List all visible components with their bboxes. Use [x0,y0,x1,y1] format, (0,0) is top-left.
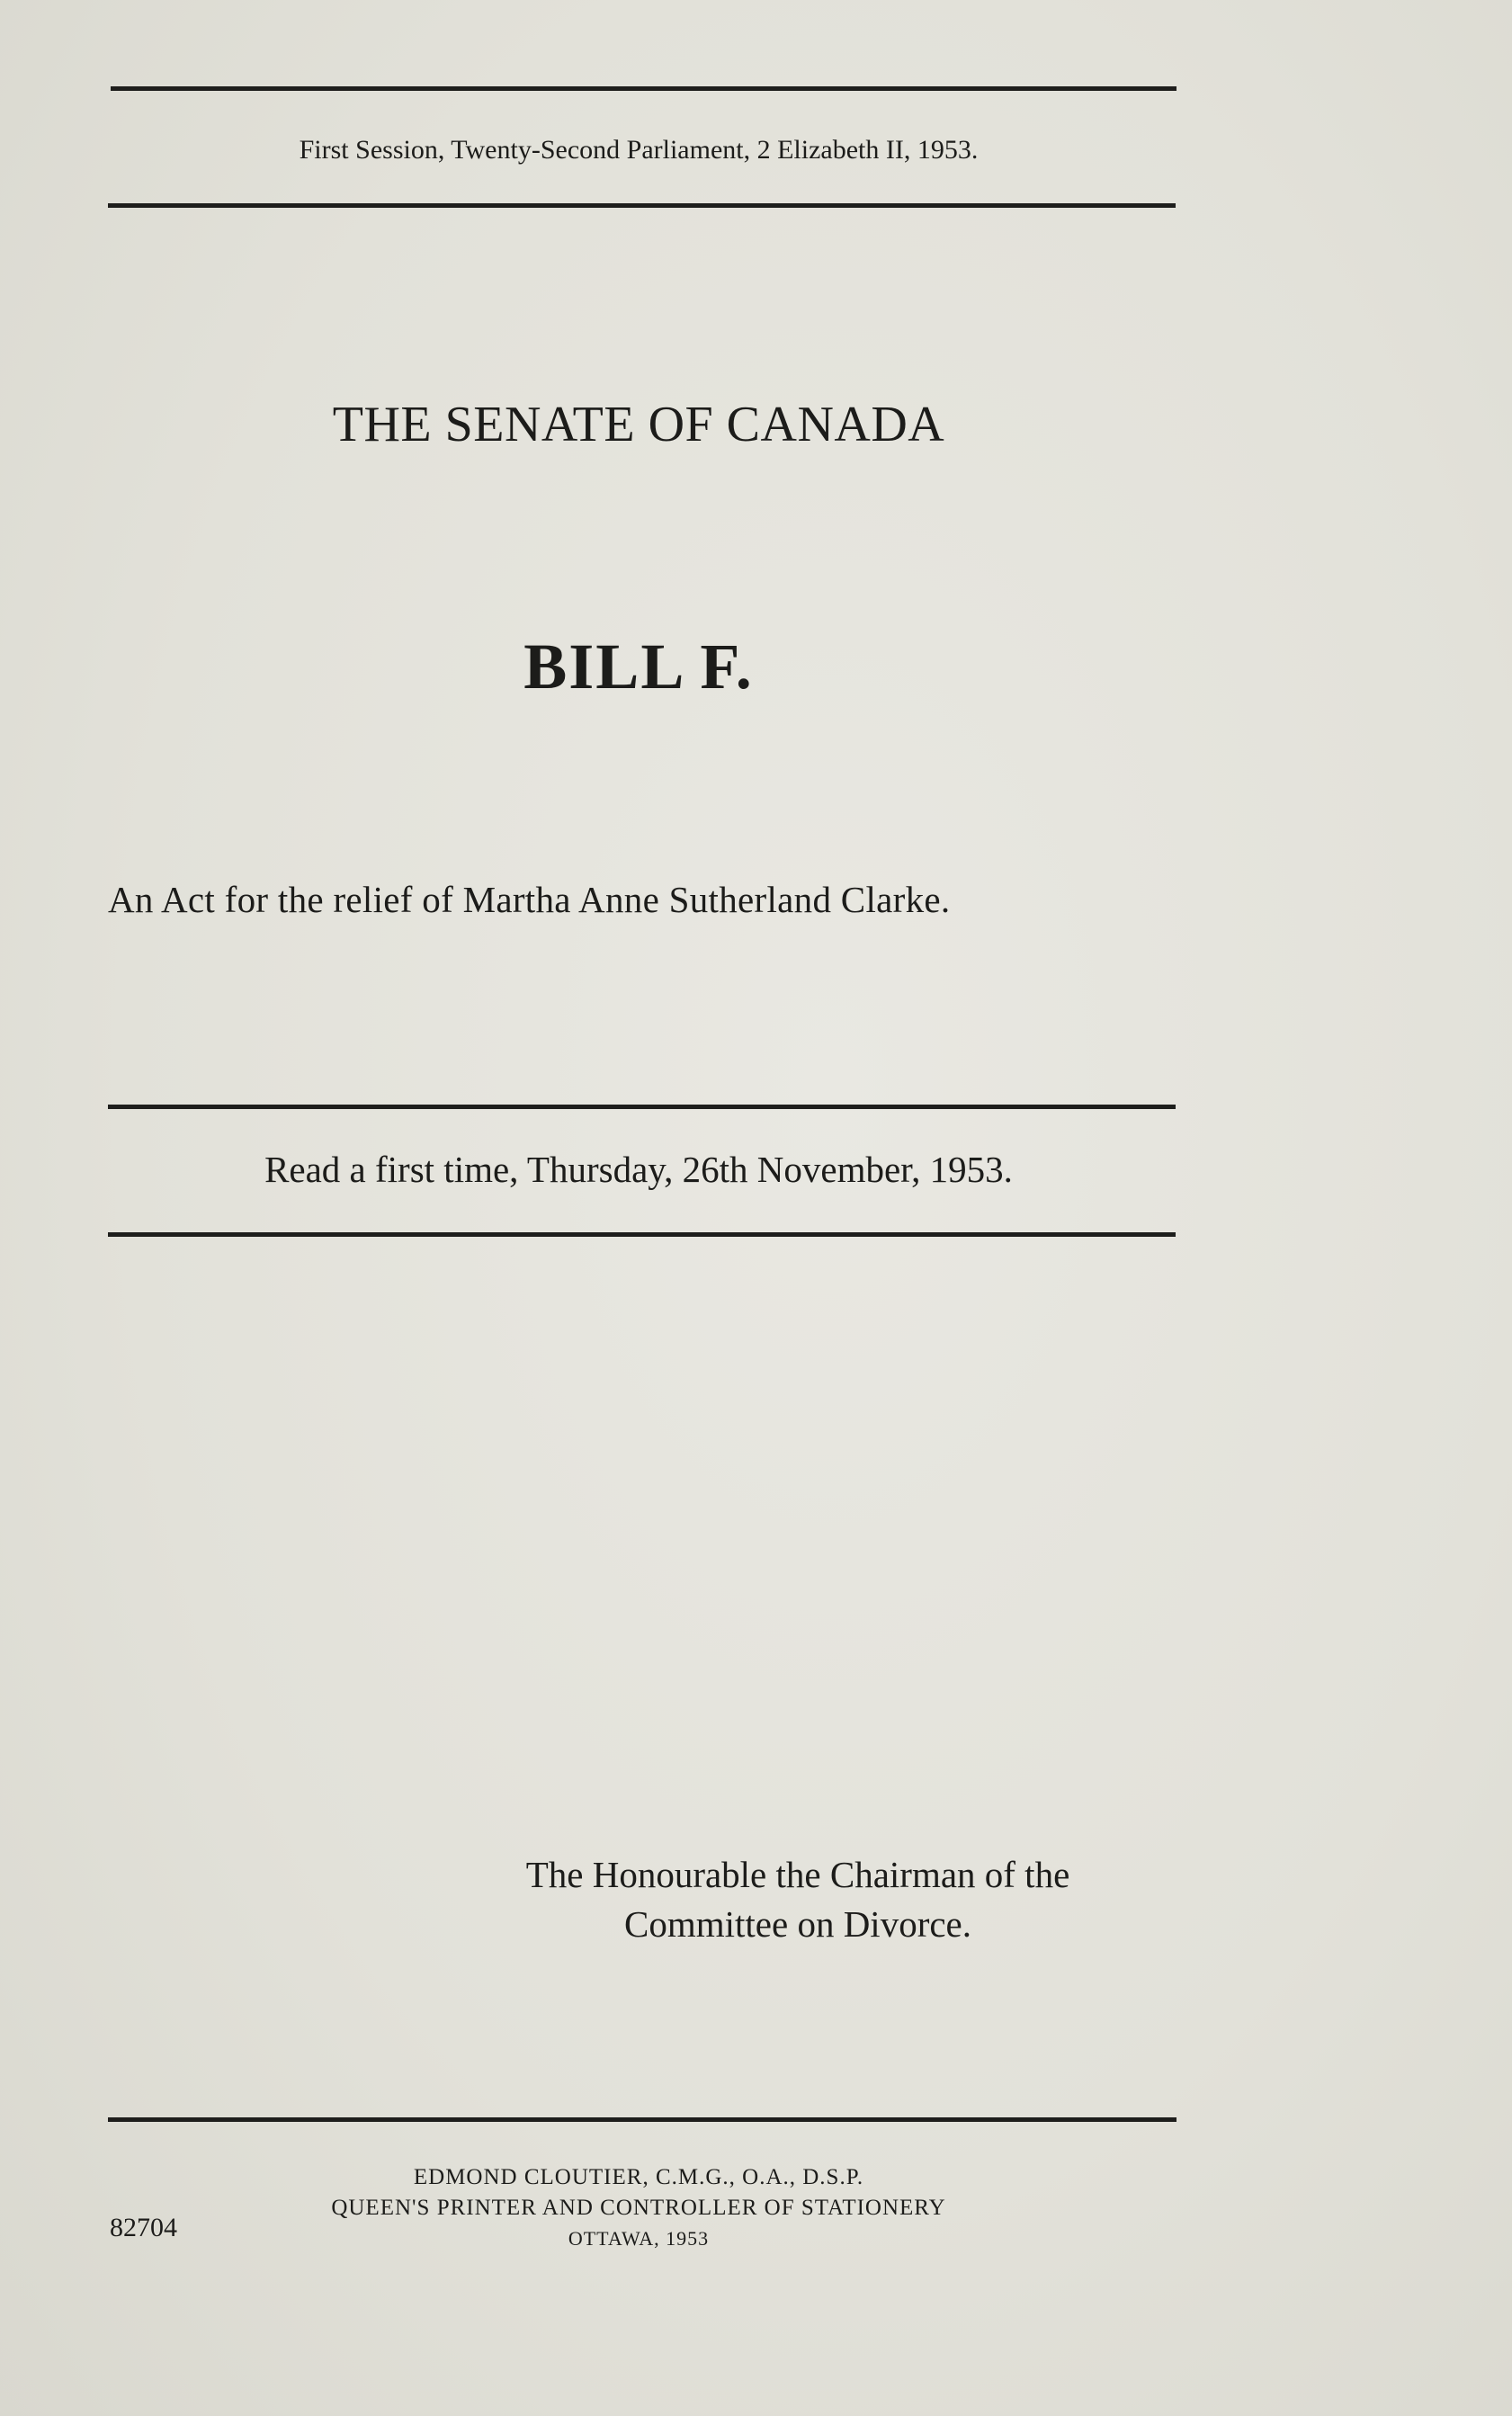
top-rule [111,86,1176,91]
bill-title: BILL F. [523,631,754,702]
footer-top-rule [108,2117,1176,2122]
first-reading-line: Read a first time, Thursday, 26th November, 1953. [264,1149,1013,1190]
reading-bottom-rule [108,1232,1176,1237]
document-number: 82704 [110,2213,177,2242]
printer-line-1: EDMOND CLOUTIER, C.M.G., O.A., D.S.P. [413,2165,864,2189]
printer-block [0,2162,1277,2254]
act-title: An Act for the relief of Martha Anne Sutherland Clarke. [108,879,951,920]
header-bottom-rule [108,203,1176,208]
printer-line-3: OTTAWA, 1953 [568,2227,710,2250]
sponsor-line-1: The Honourable the Chairman of the [525,1854,1070,1895]
sponsor-block [0,1850,1512,1949]
printer-line-2: QUEEN'S PRINTER AND CONTROLLER OF STATIONERY [331,2196,946,2220]
session-line: First Session, Twenty-Second Parliament, 2 Elizabeth II, 1953. [299,135,979,165]
reading-top-rule [108,1105,1176,1109]
sponsor-line-2: Committee on Divorce. [624,1903,971,1945]
chamber-title: THE SENATE OF CANADA [332,397,945,452]
